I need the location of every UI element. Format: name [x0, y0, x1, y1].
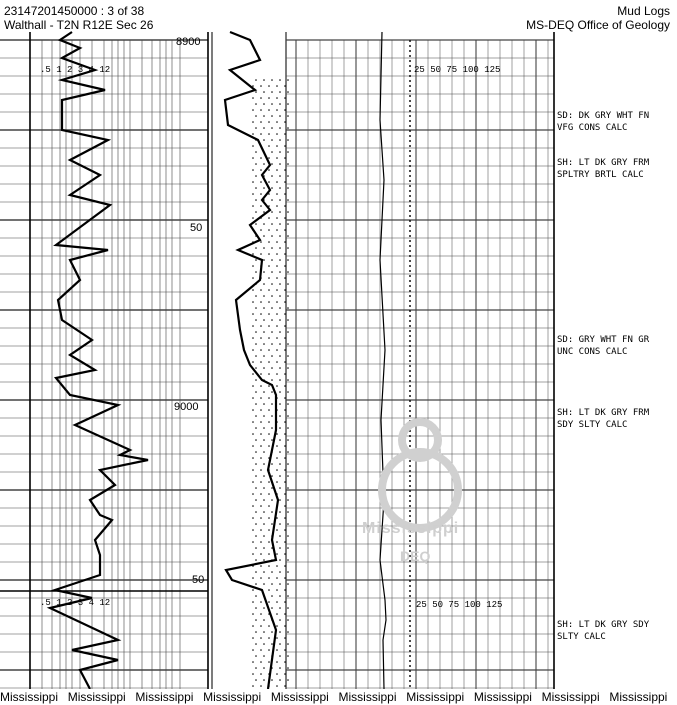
- agency-label: MS-DEQ Office of Geology: [526, 18, 670, 32]
- depth-8900: 8900: [176, 36, 201, 48]
- footer-text: Mississippi: [203, 690, 262, 704]
- lithology-note: SH: LT DK GRY FRM SDY SLTY CALC: [557, 408, 650, 430]
- watermark-seal: [382, 422, 458, 528]
- sand-dots: [252, 79, 289, 687]
- footer-text: Mississippi: [609, 690, 668, 704]
- depth-9050: 50: [192, 574, 205, 586]
- footer-text: Mississippi: [473, 690, 532, 704]
- footer-text: Mississippi: [338, 690, 397, 704]
- lithology-note: SD: GRY WHT FN GR UNC CONS CALC: [557, 335, 650, 357]
- left-scale-bottom: .5 1 2 3 4 12: [40, 598, 111, 608]
- depth-8950: 50: [190, 222, 203, 234]
- lithology-note: SH: LT DK GRY FRM SPLTRY BRTL CALC: [557, 158, 650, 180]
- footer-text: Mississippi: [67, 690, 126, 704]
- footer-text: Mississippi: [270, 690, 329, 704]
- location-label: Walthall - T2N R12E Sec 26: [4, 18, 154, 32]
- footer-text: Mississippi: [135, 690, 194, 704]
- footer-text: Mississippi: [406, 690, 465, 704]
- log-type-label: Mud Logs: [617, 4, 670, 18]
- lithology-curve: [225, 32, 278, 689]
- footer-text: Mississippi: [541, 690, 600, 704]
- footer-text: Mississippi: [0, 690, 59, 704]
- right-scale-top: 25 50 75 100 125: [414, 65, 501, 75]
- lithology-note: SD: DK GRY WHT FN VFG CONS CALC: [557, 111, 650, 133]
- depth-9000: 9000: [174, 401, 199, 413]
- footer-watermark-row: [0, 689, 677, 705]
- right-scale-bottom: 25 50 75 100 125: [416, 600, 503, 610]
- watermark-text: Mississippi: [362, 520, 460, 537]
- watermark-text: DEQ: [400, 548, 431, 564]
- file-id: 23147201450000 : 3 of 38: [4, 4, 145, 18]
- lithology-note: SH: LT DK GRY SDY SLTY CALC: [557, 620, 650, 642]
- left-scale-top: .5 1 2 3 4 12: [40, 65, 111, 75]
